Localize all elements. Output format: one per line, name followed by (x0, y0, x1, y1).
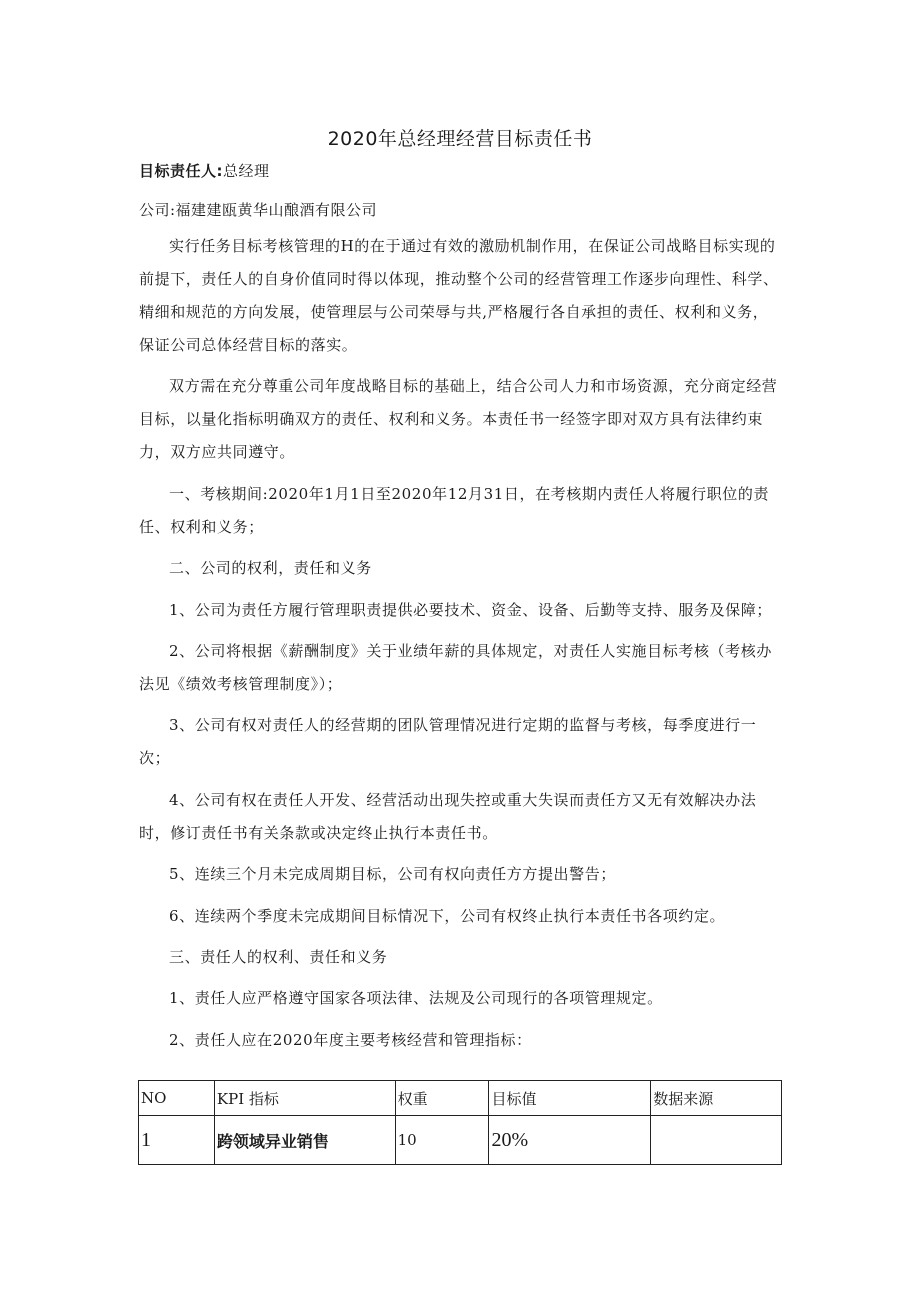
paragraph: 3、公司有权对责任人的经营期的团队管理情况进行定期的监督与考核，每季度进行一次； (139, 716, 757, 768)
kpi-table (138, 1080, 782, 1165)
document-title: 2020年总经理经营目标责任书 (327, 128, 593, 150)
header-source: 数据来源 (651, 1081, 782, 1116)
paragraph: 1、责任人应严格遵守国家各项法律、法规及公司现行的各项管理规定。 (169, 989, 663, 1008)
paragraph: 4、公司有权在责任人开发、经营活动出现失控或重大失误而责任方又无有效解决办法时，修订责任书有关条款或决定终止执行本责任书。 (139, 790, 757, 842)
responsible-value: 总经理 (223, 162, 270, 180)
cell-kpi: 跨领域异业销售 (214, 1116, 395, 1165)
responsible-label: 目标责任人: (139, 162, 223, 180)
paragraph: 2、责任人应在2020年度主要考核经营和管理指标： (169, 1030, 532, 1049)
section-heading: 三、责任人的权利、责任和义务 (169, 947, 388, 966)
header-weight: 权重 (395, 1081, 489, 1116)
paragraph: 实行任务目标考核管理的H的在于通过有效的激励机制作用，在保证公司战略目标实现的前提下，责任人的自身价值同时得以体现，推动整个公司的经营管理工作逐步向理性、科学、精细和规范的方向发展，使管理层与公司荣辱与共,严格履行各自承担的责任、权利和义务，保证公司总体经营目标的落实。 (139, 237, 779, 354)
paragraph: 2、公司将根据《薪酬制度》关于业绩年薪的具体规定，对责任人实施目标考核（考核办法见《绩效考核管理制度》）； (139, 641, 772, 693)
company-line: 公司:福建建瓯黄华山酿酒有限公司 (139, 201, 378, 219)
header-target: 目标值 (489, 1081, 651, 1116)
cell-no: 1 (139, 1116, 215, 1165)
cell-weight: 10 (395, 1116, 489, 1165)
cell-source (651, 1116, 782, 1165)
header-kpi: KPI 指标 (214, 1081, 395, 1116)
paragraph: 6、连续两个季度未完成期间目标情况下，公司有权终止执行本责任书各项约定。 (169, 906, 726, 925)
table-header-row (139, 1081, 782, 1116)
paragraph: 双方需在充分尊重公司年度战略目标的基础上，结合公司人力和市场资源，充分商定经营目标，以量化指标明确双方的责任、权利和义务。本责任书一经签字即对双方具有法律约束力，双方应共同遵守。 (139, 377, 778, 462)
document-body (139, 230, 783, 1065)
cell-target: 20% (489, 1116, 651, 1165)
responsible-line (139, 160, 270, 181)
table-row (139, 1116, 782, 1165)
paragraph: 1、公司为责任方履行管理职责提供必要技术、资金、设备、后勤等支持、服务及保障； (169, 600, 772, 619)
section-heading: 二、公司的权利，责任和义务 (169, 559, 372, 578)
paragraph: 5、连续三个月未完成周期目标，公司有权向责任方方提出警告； (169, 865, 616, 884)
paragraph: 一、考核期间:2020年1月1日至2020年12月31日，在考核期内责任人将履行职位的责任、权利和义务； (139, 484, 770, 536)
header-no: NO (139, 1081, 215, 1116)
